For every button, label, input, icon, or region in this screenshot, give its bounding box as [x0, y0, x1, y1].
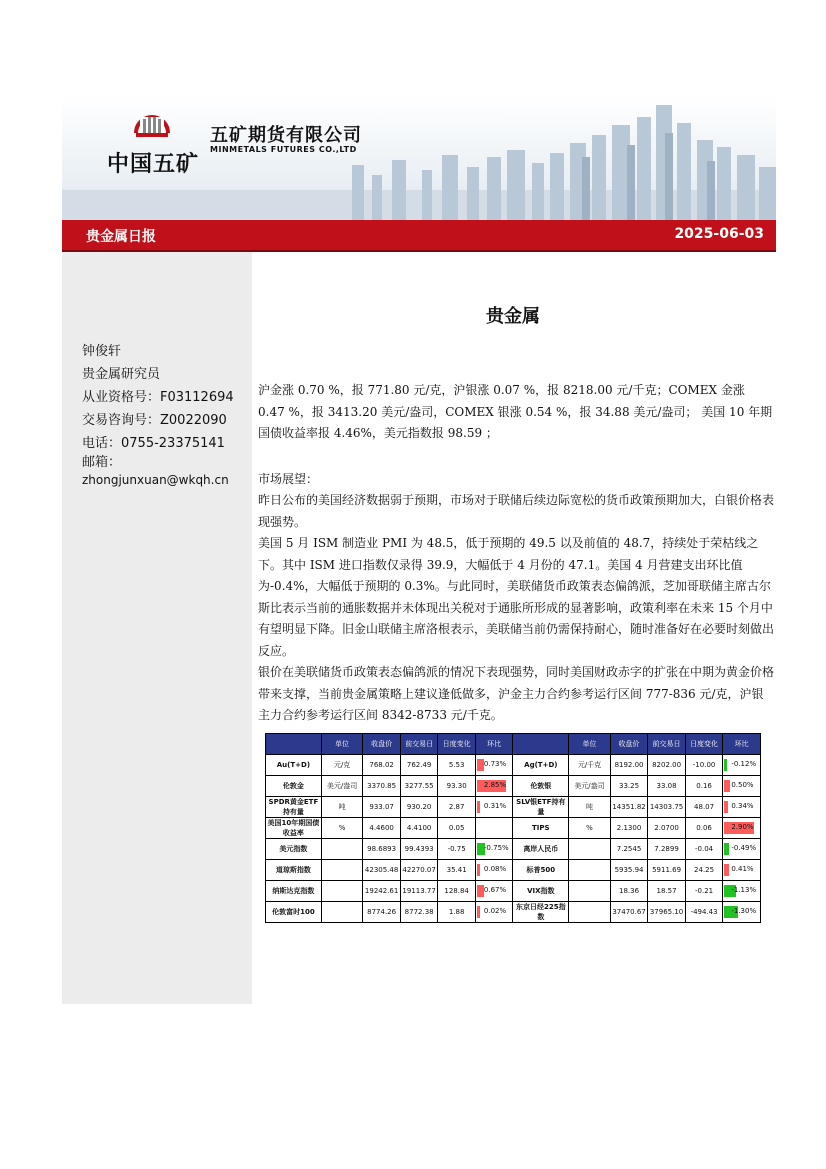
table-cell: 19113.77	[400, 881, 438, 902]
column-header: 前交易日	[400, 734, 438, 755]
change-pct-label: -1.13%	[731, 886, 757, 894]
table-cell: 24.25	[685, 860, 723, 881]
change-pct-cell	[723, 839, 761, 860]
change-pct-label: 0.67%	[483, 886, 507, 894]
table-cell: 33.25	[610, 776, 648, 797]
table-row	[266, 860, 761, 881]
table-row	[266, 881, 761, 902]
company-name-en: MINMETALS FUTURES CO.,LTD	[210, 145, 357, 154]
table-cell	[569, 902, 611, 923]
table-cell: 762.49	[400, 755, 438, 776]
change-bar	[724, 864, 728, 876]
table-cell: 33.08	[648, 776, 686, 797]
analyst-title: 贵金属研究员	[82, 367, 161, 382]
report-header	[62, 95, 776, 220]
table-cell: 美国10年期国债收益率	[266, 818, 322, 839]
table-cell	[321, 860, 363, 881]
table-cell: 3370.85	[363, 776, 401, 797]
column-header: 环比	[475, 734, 513, 755]
table-cell: %	[321, 818, 363, 839]
change-pct-label: 0.31%	[483, 802, 507, 810]
table-cell: 930.20	[400, 797, 438, 818]
table-cell	[569, 860, 611, 881]
report-banner	[62, 220, 776, 252]
table-cell: -10.00	[685, 755, 723, 776]
table-cell	[569, 839, 611, 860]
change-pct-label: -1.30%	[731, 907, 757, 915]
outlook-paragraph: 美国 5 月 ISM 制造业 PMI 为 48.5，低于预期的 49.5 以及前值的 48.7，持续处于荣枯线之下。其中 ISM 进口指数仅录得 39.9，大幅低于 4 月份的 47.1。美国 4 月营建支出环比值为-0.4%，大幅低于预期的 0.3%。与此同时，美联储货币政策表态偏鸽派，芝加哥联储主席古尔斯比表示当前的通胀数据并未体现出关税对于通胀所形成的显著影响，政策利率在未来 15 个月中有望明显下降。旧金山联储主席洛根表示，美联储当前仍需保持耐心，随时准备好在必要时刻做出反应。	[258, 536, 775, 658]
table-cell	[321, 902, 363, 923]
table-cell: 2.0700	[648, 818, 686, 839]
qualification-number: 从业资格号：F03112694	[82, 390, 234, 405]
analyst-name: 钟俊轩	[82, 344, 122, 359]
change-pct-cell	[723, 776, 761, 797]
change-pct-cell	[475, 776, 513, 797]
table-cell	[321, 839, 363, 860]
table-cell: 离岸人民币	[513, 839, 569, 860]
table-row	[266, 755, 761, 776]
table-cell: 93.30	[438, 776, 476, 797]
table-cell: 吨	[321, 797, 363, 818]
table-row	[266, 839, 761, 860]
change-pct-cell	[475, 818, 513, 839]
table-cell: 37965.10	[648, 902, 686, 923]
change-pct-label: 0.02%	[483, 907, 507, 915]
column-header	[266, 734, 322, 755]
column-header: 单位	[321, 734, 363, 755]
change-pct-cell	[475, 839, 513, 860]
table-cell: 元/克	[321, 755, 363, 776]
table-cell: VIX指数	[513, 881, 569, 902]
table-cell: 14351.82	[610, 797, 648, 818]
table-cell: 42305.48	[363, 860, 401, 881]
table-cell: 37470.67	[610, 902, 648, 923]
change-pct-cell	[475, 797, 513, 818]
table-cell: 美元/盎司	[569, 776, 611, 797]
change-bar	[477, 906, 480, 918]
table-row	[266, 818, 761, 839]
table-cell	[321, 881, 363, 902]
market-quotes-table	[265, 733, 761, 923]
table-cell: SPDR黄金ETF持有量	[266, 797, 322, 818]
table-cell: 5.53	[438, 755, 476, 776]
table-cell: TIPS	[513, 818, 569, 839]
table-cell: 标普500	[513, 860, 569, 881]
outlook-paragraph: 昨日公布的美国经济数据弱于预期，市场对于联储后续边际宽松的货币政策预期加大，白银价格表现强势。	[258, 493, 775, 529]
table-cell: 3277.55	[400, 776, 438, 797]
table-cell: 19242.61	[363, 881, 401, 902]
table-cell: 2.1300	[610, 818, 648, 839]
column-header: 单位	[569, 734, 611, 755]
table-cell: 8202.00	[648, 755, 686, 776]
table-cell: 98.6893	[363, 839, 401, 860]
table-cell: -0.21	[685, 881, 723, 902]
table-cell: SLV银ETF持有量	[513, 797, 569, 818]
table-cell: 8772.38	[400, 902, 438, 923]
change-pct-cell	[723, 797, 761, 818]
table-cell: 4.4600	[363, 818, 401, 839]
consult-number: 交易咨询号：Z0022090	[82, 413, 227, 428]
table-cell: 元/千克	[569, 755, 611, 776]
column-header: 收盘价	[363, 734, 401, 755]
logo-text: 中国五矿	[107, 152, 200, 177]
table-cell: 1.88	[438, 902, 476, 923]
table-row	[266, 776, 761, 797]
table-row	[266, 797, 761, 818]
table-cell: 8774.26	[363, 902, 401, 923]
change-pct-label: 0.73%	[483, 760, 507, 768]
table-cell: 伦敦银	[513, 776, 569, 797]
column-header: 环比	[723, 734, 761, 755]
change-pct-label: 0.34%	[731, 802, 754, 810]
change-pct-label: 0.50%	[731, 781, 754, 789]
table-cell: 美元/盎司	[321, 776, 363, 797]
market-summary: 沪金涨 0.70 %，报 771.80 元/克，沪银涨 0.07 %，报 8218.00 元/千克；COMEX 金涨 0.47 %，报 3413.20 美元/盎司，COMEX 银涨 0.54 %，报 34.88 美元/盎司； 美国 10 年期国债收益率报 4.46%，美元指数报 98.59 ；	[258, 383, 773, 440]
table-cell: 7.2545	[610, 839, 648, 860]
outlook-paragraph: 银价在美联储货币政策表态偏鸽派的情况下表现强势，同时美国财政赤字的扩张在中期为黄金价格带来支撑，当前贵金属策略上建议逢低做多，沪金主力合约参考运行区间 777-836 元/克，沪银主力合约参考运行区间 8342-8733 元/千克。	[258, 665, 775, 722]
table-cell: 42270.07	[400, 860, 438, 881]
change-pct-cell	[723, 860, 761, 881]
change-bar	[724, 843, 729, 855]
table-cell: -0.04	[685, 839, 723, 860]
table-cell: 128.84	[438, 881, 476, 902]
change-pct-cell	[475, 902, 513, 923]
change-pct-label: -0.49%	[731, 844, 757, 852]
email-address: zhongjunxuan@wkqh.cn	[82, 473, 229, 487]
table-header-row	[266, 734, 761, 755]
table-cell: 伦敦金	[266, 776, 322, 797]
table-cell: 99.4393	[400, 839, 438, 860]
change-pct-cell	[723, 881, 761, 902]
email-label: 邮箱：	[82, 455, 122, 470]
table-cell: 吨	[569, 797, 611, 818]
table-cell: 18.57	[648, 881, 686, 902]
table-row	[266, 902, 761, 923]
column-header: 前交易日	[648, 734, 686, 755]
table-cell: 35.41	[438, 860, 476, 881]
change-bar	[477, 885, 484, 897]
report-name: 贵金属日报	[86, 229, 156, 245]
change-pct-cell	[723, 902, 761, 923]
table-cell: -0.75	[438, 839, 476, 860]
change-bar	[477, 801, 480, 813]
change-pct-cell	[475, 860, 513, 881]
table-cell: 4.4100	[400, 818, 438, 839]
table-cell	[569, 881, 611, 902]
column-header: 日度变化	[685, 734, 723, 755]
table-cell: 0.16	[685, 776, 723, 797]
table-cell: 0.06	[685, 818, 723, 839]
change-pct-label: 0.08%	[483, 865, 507, 873]
table-cell: 5935.94	[610, 860, 648, 881]
table-cell: 18.36	[610, 881, 648, 902]
table-cell: 933.07	[363, 797, 401, 818]
change-bar	[477, 864, 480, 876]
change-pct-cell	[475, 755, 513, 776]
table-cell: 东京日经225指数	[513, 902, 569, 923]
table-cell: %	[569, 818, 611, 839]
table-cell: 道琼斯指数	[266, 860, 322, 881]
document-title: 贵金属	[486, 306, 540, 327]
change-bar	[724, 780, 729, 792]
company-name-cn: 五矿期货有限公司	[210, 125, 362, 146]
table-cell: 2.87	[438, 797, 476, 818]
change-pct-cell	[723, 755, 761, 776]
phone-number: 电话：0755-23375141	[82, 436, 225, 451]
minmetals-logo-icon	[132, 103, 172, 139]
table-cell: 美元指数	[266, 839, 322, 860]
table-cell: Ag(T+D)	[513, 755, 569, 776]
change-pct-label: 2.90%	[731, 823, 754, 831]
change-pct-cell	[723, 818, 761, 839]
change-pct-cell	[475, 881, 513, 902]
column-header	[513, 734, 569, 755]
table-cell: 14303.75	[648, 797, 686, 818]
table-cell: 8192.00	[610, 755, 648, 776]
table-cell: 伦敦富时100	[266, 902, 322, 923]
table-cell: 0.05	[438, 818, 476, 839]
table-cell: Au(T+D)	[266, 755, 322, 776]
report-date: 2025-06-03	[674, 226, 764, 242]
table-cell: 5911.69	[648, 860, 686, 881]
change-pct-label: -0.12%	[731, 760, 757, 768]
table-cell: -494.43	[685, 902, 723, 923]
change-bar	[724, 759, 727, 771]
table-cell: 48.07	[685, 797, 723, 818]
table-cell: 纳斯达克指数	[266, 881, 322, 902]
table-cell: 7.2899	[648, 839, 686, 860]
table-cell: 768.02	[363, 755, 401, 776]
change-pct-label: -0.75%	[483, 844, 509, 852]
change-bar	[724, 801, 728, 813]
outlook-label: 市场展望：	[258, 472, 319, 486]
change-pct-label: 0.41%	[731, 865, 754, 873]
analyst-sidebar	[62, 252, 252, 1004]
column-header: 收盘价	[610, 734, 648, 755]
change-pct-label: 2.85%	[483, 781, 507, 789]
column-header: 日度变化	[438, 734, 476, 755]
